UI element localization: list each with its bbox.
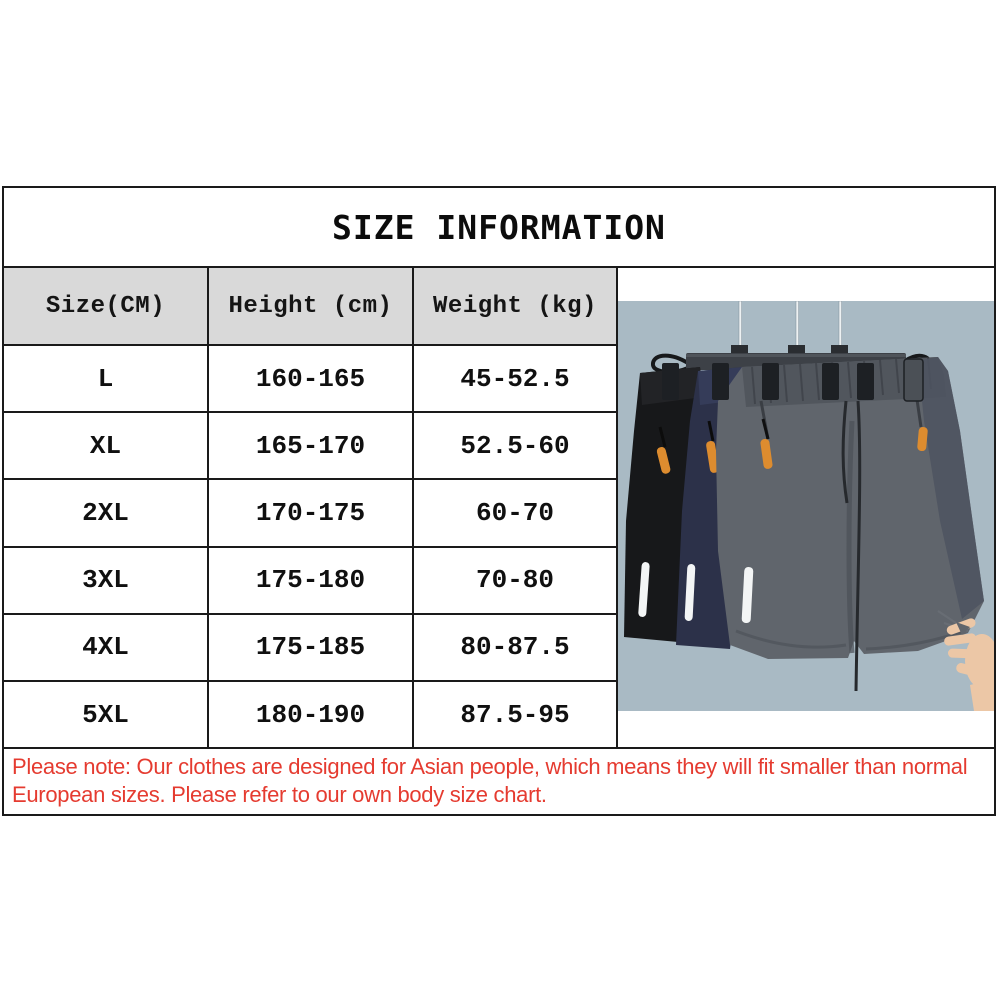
size-table [4, 268, 994, 749]
size-cell: 4XL [4, 615, 209, 682]
hanger-bar-highlight [686, 354, 906, 357]
size-cell: L [4, 346, 209, 413]
weight-cell: 80-87.5 [414, 615, 618, 682]
column-header-size: Size(CM) [4, 268, 209, 346]
clip [822, 363, 839, 400]
size-sheet [2, 186, 996, 816]
weight-cell: 45-52.5 [414, 346, 618, 413]
weight-cell: 52.5-60 [414, 413, 618, 480]
column-header-height: Height (cm) [209, 268, 414, 346]
sizing-note: Please note: Our clothes are designed for Asian people, which means they will fit smaller than normal European sizes. Please refer to our own body size chart. [4, 749, 994, 814]
page-title: SIZE INFORMATION [332, 207, 666, 247]
size-cell: 5XL [4, 682, 209, 749]
height-cell: 175-180 [209, 548, 414, 615]
column-header-weight: Weight (kg) [414, 268, 618, 346]
size-cell: 2XL [4, 480, 209, 547]
product-photo [618, 301, 994, 711]
size-cell: 3XL [4, 548, 209, 615]
clip [857, 363, 874, 400]
clip [762, 363, 779, 400]
height-cell: 170-175 [209, 480, 414, 547]
height-cell: 160-165 [209, 346, 414, 413]
weight-cell: 70-80 [414, 548, 618, 615]
weight-cell: 60-70 [414, 480, 618, 547]
title-row [4, 188, 994, 268]
finger [948, 648, 978, 658]
shorts-gray [716, 357, 984, 691]
size-cell: XL [4, 413, 209, 480]
height-cell: 180-190 [209, 682, 414, 749]
weight-cell: 87.5-95 [414, 682, 618, 749]
product-photo-cell [618, 268, 994, 749]
clip [662, 363, 679, 400]
clip [712, 363, 729, 400]
height-cell: 175-185 [209, 615, 414, 682]
clip [904, 359, 923, 401]
height-cell: 165-170 [209, 413, 414, 480]
